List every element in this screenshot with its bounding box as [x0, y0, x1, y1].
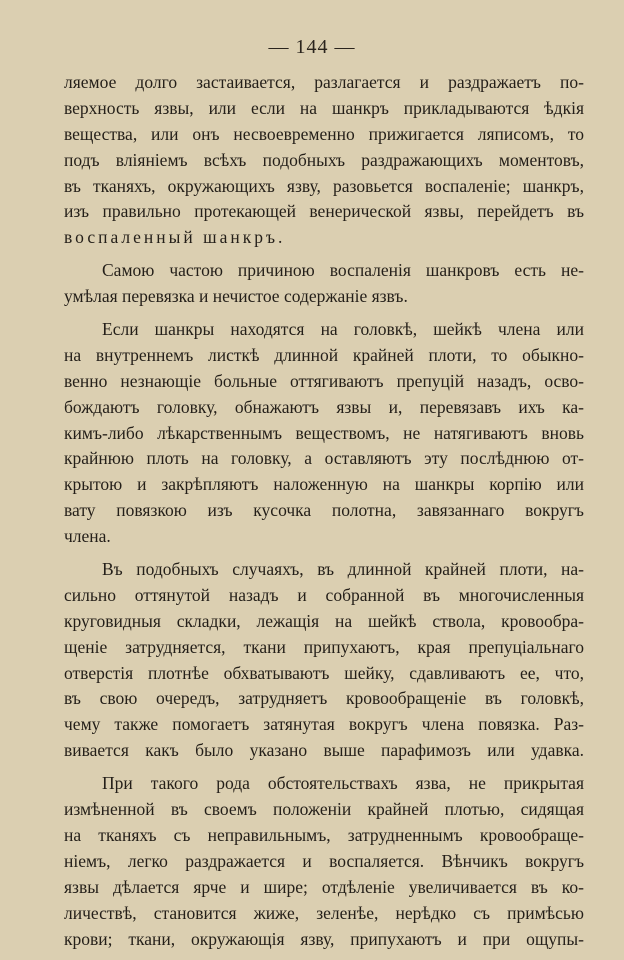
paragraph-2	[64, 258, 584, 310]
paragraph-5	[64, 771, 584, 952]
page-number: — 144 —	[268, 36, 356, 58]
body-text	[64, 70, 584, 952]
paragraph-3	[64, 317, 584, 550]
text-line: умѣлая перевязка и нечистое содержаніе язвъ.	[64, 286, 408, 307]
text-line: Если шанкры находятся на головкѣ, шейкѣ члена или	[102, 319, 584, 340]
text-line: вивается какъ было указано выше парафимозъ или удавка.	[64, 740, 584, 761]
text-line: измѣненной въ своемъ положеніи крайней плотью, сидящая	[64, 799, 584, 820]
paragraph-4	[64, 557, 584, 764]
text-line: вещества, или онъ несвоевременно прижигается ляписомъ, то	[64, 123, 584, 144]
text-line: личествѣ, становится жиже, зеленѣе, нерѣдко съ примѣсью	[64, 902, 584, 923]
text-line: чему также помогаетъ затянутая вокругъ члена повязка. Раз-	[64, 714, 584, 735]
text-line: на внутреннемъ листкѣ длинной крайней плоти, то обыкно-	[64, 344, 584, 365]
text-line: крытою и закрѣпляютъ наложенную на шанкры корпію или	[64, 474, 584, 495]
text-line: воспаленный шанкръ.	[64, 227, 286, 248]
text-line: отверстія плотнѣе обхватываютъ шейку, сдавливаютъ ее, что,	[64, 662, 584, 683]
text-line: кимъ-либо лѣкарственнымъ веществомъ, не натягиваютъ вновь	[64, 422, 584, 443]
text-line: въ свою очередъ, затрудняетъ кровообращеніе въ головкѣ,	[64, 688, 584, 709]
text-line: венно незнающіе больные оттягиваютъ препуцій назадъ, осво-	[64, 370, 584, 391]
text-line: въ тканяхъ, окружающихъ язву, разовьется воспаленіе; шанкръ,	[64, 175, 584, 196]
text-line: изъ правильно протекающей венерической язвы, перейдетъ въ	[64, 201, 584, 222]
text-line: подъ вліяніемъ всѣхъ подобныхъ раздражающихъ моментовъ,	[64, 149, 584, 170]
text-line: члена.	[64, 526, 111, 547]
text-line: сильно оттянутой назадъ и собранной въ многочисленныя	[64, 584, 584, 605]
paragraph-1	[64, 70, 584, 251]
text-line: ніемъ, легко раздражается и воспаляется. Вѣнчикъ вокругъ	[64, 850, 584, 871]
text-line: вату повязкою изъ кусочка полотна, завязаннаго вокругъ	[64, 500, 584, 521]
text-line: Самою частою причиною воспаленія шанкровъ есть не-	[102, 260, 584, 281]
text-line: на тканяхъ съ неправильнымъ, затрудненнымъ кровообраще-	[64, 824, 584, 845]
text-line: крайнюю плоть на головку, а оставляютъ эту послѣднюю от-	[64, 448, 584, 469]
text-line: ляемое долго застаивается, разлагается и раздражаетъ по-	[64, 72, 584, 92]
text-line: При такого рода обстоятельствахъ язва, не прикрытая	[102, 773, 584, 794]
text-line: Въ подобныхъ случаяхъ, въ длинной крайней плоти, на-	[102, 559, 584, 580]
text-line: крови; ткани, окружающія язву, припухаютъ и при ощупы-	[64, 928, 584, 949]
text-line: круговидныя складки, лежащія на шейкѣ ствола, кровообра-	[64, 610, 584, 631]
text-line: верхность язвы, или если на шанкръ прикладываются ѣдкія	[64, 97, 584, 118]
text-line: язвы дѣлается ярче и шире; отдѣленіе увеличивается въ ко-	[64, 876, 584, 897]
text-line: щеніе затрудняется, ткани припухаютъ, края препуціальнаго	[64, 636, 584, 657]
text-line: бождаютъ головку, обнажаютъ язвы и, перевязавъ ихъ ка-	[64, 396, 584, 417]
